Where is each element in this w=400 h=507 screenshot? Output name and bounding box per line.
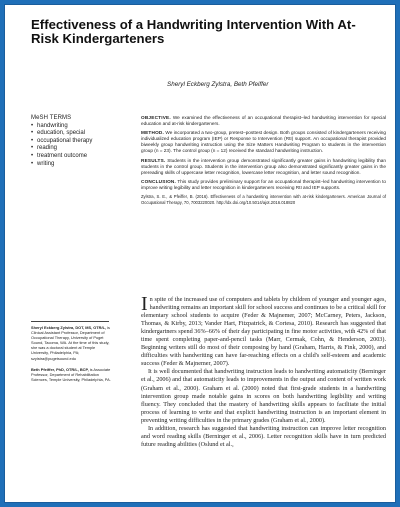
abstract-results-text: Students in the intervention group demonstrated significantly greater gains in handwriting legibility than students in the control group. Students in the intervention group also demonstrated significantly greater gains in the prereading skills of uppercase letter recognition, lowercase letter recognition, and letter sound recognition. <box>141 157 386 175</box>
article-citation: Zylstra, S. E., & Pfeiffer, B. (2016). Effectiveness of a handwriting intervention with at-risk kindergarteners. American Journal of Occupational Therapy, 70, 7003220020. http://dx.doi.org/10.5014/ajot.2016.018820 <box>141 194 386 205</box>
mesh-term-list <box>31 123 131 169</box>
mesh-terms <box>31 115 131 168</box>
abstract <box>141 115 386 208</box>
abstract-conclusion <box>141 179 386 191</box>
abstract-method-label: METHOD. <box>141 130 165 136</box>
abstract-conclusion-label: CONCLUSION. <box>141 178 177 184</box>
mesh-term: • occupational therapy <box>31 138 131 146</box>
article-page <box>5 5 395 502</box>
affiliation-first-author <box>31 325 113 361</box>
article-title: Effectiveness of a Handwriting Intervention With At-Risk Kindergarteners <box>31 17 356 46</box>
abstract-results-label: RESULTS. <box>141 157 166 163</box>
abstract-method-text: We incorporated a two-group, pretest–posttest design. Both groups consisted of kindergarteners receiving individualized education program (IEP) or Response to Intervention (RtI) support. An occupational therapist provided biweekly group handwriting instruction using the Size Matters Handwriting Program to students in the intervention group (n = 23). The control group (n = 12) received the standard handwriting instruction. <box>141 130 386 154</box>
abstract-objective-text: We examined the effectiveness of an occupational therapist–led handwriting intervention for special education and at-risk kindergarteners. <box>141 115 386 127</box>
affiliation-text: is Clinical Assistant Professor, Department of Occupational Therapy, University of Puget Sound, Tacoma, WA. At the time of this study, she was a doctoral student at Temple University, Philadelphia, PA; szylstra@pugetsound.edu <box>31 325 110 361</box>
mesh-term: • writing <box>31 161 131 169</box>
affiliation-second-author <box>31 367 113 382</box>
body-paragraph: In addition, research has suggested that handwriting instruction can improve letter recognition and word reading skills (Berninger et al., 2006). Letter recognition skills have in turn predicted future reading abilities (Oslund et al., <box>141 424 386 448</box>
abstract-method <box>141 130 386 154</box>
body-paragraph-text: n spite of the increased use of computers and tablets by children of younger and younger ages, handwriting remains an important skill for school success and continues to be a critical skill for elementary school students to acquire (Feder & Majnemer, 2007; McCarney, Peters, Jackson, Thomas, & Kirby, 2013; Vander Hart, Fitzpatrick, & Cortesa, 2010). Research has suggested that kindergartners spend 36%–66% of their day participating in fine motor activities, with 42% of that time spent completing paper-and-pencil tasks (Marr, Cermak, Cohn, & Henderson, 2003). Beginning writers still do most of their composing by hand (Graham, Harris, & Fink, 2000), and difficulties with handwriting can have far-reaching effects on a child's self-esteem and academic success (Feder & Majnemer, 2007). <box>141 296 386 368</box>
mesh-term: • education, special <box>31 130 131 138</box>
affiliation-name: Sheryl Eckberg Zylstra, DOT, MS, OTR/L, <box>31 325 107 330</box>
abstract-results <box>141 158 386 176</box>
mesh-term: • handwriting <box>31 123 131 131</box>
mesh-term: • reading <box>31 145 131 153</box>
affiliation-text: is Associate Professor, Department of Rehabilitation Sciences, Temple University, Philadelphia, PA. <box>31 367 111 383</box>
affiliation-name: Beth Pfeiffer, PhD, OTR/L, BCP, <box>31 367 89 372</box>
body-paragraph: It is well documented that handwriting instruction leads to handwriting automaticity (Berninger et al., 2006) and that automaticity leads to improvements in the output and content of written work (Graham et al., 2000). Graham et al. (2000) noted that first-grade students in a handwriting intervention group made notable gains in scores on both handwriting legibility and writing fluency. They concluded that the mastery of handwriting skills appears to facilitate the initial process of learning to write and that explicit handwriting instruction is an important element in preventing writing difficulties in the primary grades (Graham et al., 2000). <box>141 368 386 424</box>
mesh-heading: MeSH TERMS <box>31 115 72 121</box>
affiliation-rule <box>31 321 109 322</box>
mesh-term: • treatment outcome <box>31 153 131 161</box>
body-text <box>141 296 386 496</box>
abstract-objective <box>141 115 386 127</box>
body-paragraph <box>141 296 386 368</box>
abstract-objective-label: OBJECTIVE. <box>141 115 171 120</box>
article-authors: Sheryl Eckberg Zylstra, Beth Pfeiffer <box>167 81 269 88</box>
drop-cap: I <box>141 296 148 315</box>
abstract-conclusion-text: This study provides preliminary support for an occupational therapist–led handwriting intervention to improve writing legibility and letter recognition in kindergarteners receiving RtI and IEP supports. <box>141 178 387 191</box>
